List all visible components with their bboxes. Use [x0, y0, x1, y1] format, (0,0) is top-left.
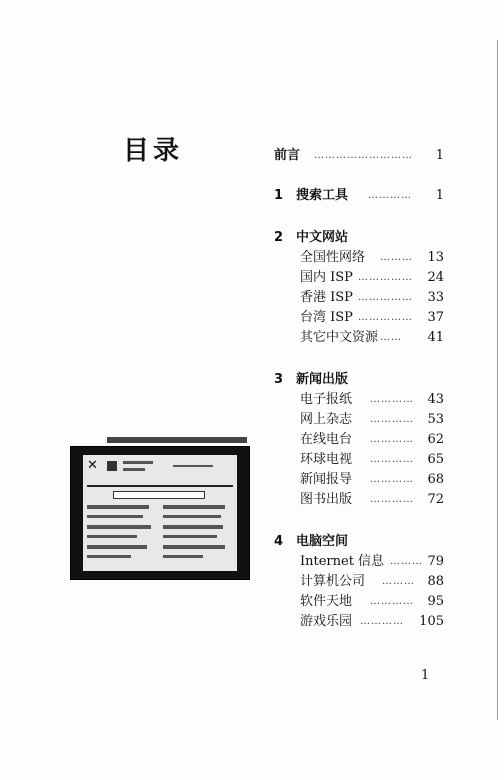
toc-leader-dots: ……………………… [314, 150, 413, 161]
toc-entry[interactable] [274, 228, 444, 248]
thumbnail-text-line [163, 505, 225, 509]
page-number: 1 [421, 668, 430, 683]
thumbnail-text-line [87, 505, 149, 509]
toc-entry-label: 新闻出版 [296, 372, 349, 387]
toc-leader-dots: ……… [390, 556, 423, 567]
toc-entry-label: 全国性网络 [300, 250, 366, 265]
thumbnail-text-line [123, 461, 153, 464]
toc-entry-label: Internet 信息 [300, 554, 385, 569]
toc-entry-page: 24 [427, 270, 444, 285]
thumbnail-page [83, 455, 237, 571]
toc-entry[interactable] [274, 186, 444, 206]
toc-leader-dots: ………… [370, 474, 414, 485]
toc-entry-label: 新闻报导 [300, 472, 353, 487]
toc-entry-label: 台湾 ISP [300, 310, 353, 325]
toc-entry[interactable] [274, 430, 444, 450]
thumbnail-text-line [163, 545, 225, 549]
thumbnail-text-line [163, 555, 203, 558]
thumbnail-text-line [87, 535, 137, 538]
toc-entry-page: 41 [427, 330, 444, 345]
toc-entry-page: 95 [427, 594, 444, 609]
thumbnail-text-line [87, 525, 151, 529]
toc-leader-dots: ……… [380, 252, 413, 263]
toc-entry-label: 电子报纸 [300, 392, 353, 407]
toc-entry-page: 105 [419, 614, 444, 629]
toc-entry[interactable] [274, 592, 444, 612]
toc-entry-page: 37 [427, 310, 444, 325]
toc-entry-label: 香港 ISP [300, 290, 353, 305]
toc-entry-label: 游戏乐园 [300, 614, 353, 629]
toc-entry[interactable] [274, 268, 444, 288]
toc-entry[interactable] [274, 248, 444, 268]
thumbnail-text-line [87, 555, 131, 558]
toc-entry-label: 电脑空间 [296, 534, 349, 549]
toc-entry[interactable] [274, 612, 444, 632]
toc-entry-label: 搜索工具 [296, 188, 349, 203]
toc-entry[interactable] [274, 308, 444, 328]
toc-leader-dots: …… [380, 332, 402, 343]
toc-leader-dots: …………… [358, 272, 413, 283]
toc-entry-page: 72 [427, 492, 444, 507]
page-edge-rule [497, 40, 498, 720]
toc-entry[interactable] [274, 370, 444, 390]
toc-leader-dots: ………… [370, 494, 414, 505]
thumbnail-text-line [87, 515, 143, 518]
toc-entry-label: 环球电视 [300, 452, 353, 467]
thumbnail-badge [107, 461, 117, 471]
toc-entry-label: 中文网站 [296, 230, 349, 245]
toc-leader-dots: ………… [370, 434, 414, 445]
toc-chapter-number: 4 [274, 534, 284, 549]
toc-entry-label: 国内 ISP [300, 270, 353, 285]
toc-entry-page: 33 [427, 290, 444, 305]
toc-entry-label: 在线电台 [300, 432, 353, 447]
toc-entry-page: 1 [435, 188, 444, 203]
toc-entry-page: 13 [427, 250, 444, 265]
toc-entry-label: 图书出版 [300, 492, 353, 507]
toc-entry-label: 计算机公司 [300, 574, 366, 589]
toc-chapter-number: 2 [274, 230, 284, 245]
toc-leader-dots: ………… [370, 454, 414, 465]
toc-entry-label: 软件天地 [300, 594, 353, 609]
thumbnail-text-line [123, 468, 145, 471]
thumbnail-text-line [163, 535, 217, 538]
toc-entry-page: 53 [427, 412, 444, 427]
toc-leader-dots: ………… [360, 616, 404, 627]
toc-entry[interactable] [274, 288, 444, 308]
toc-leader-dots: …………… [358, 312, 413, 323]
toc-entry[interactable] [274, 572, 444, 592]
toc-entry[interactable] [274, 390, 444, 410]
toc-entry[interactable] [274, 532, 444, 552]
toc-leader-dots: ………… [370, 414, 414, 425]
toc-leader-dots: ………… [370, 596, 414, 607]
toc-entry-page: 68 [427, 472, 444, 487]
toc-entry-page: 65 [427, 452, 444, 467]
thumbnail-text-line [163, 515, 221, 518]
toc-entry-page: 1 [435, 148, 444, 163]
toc-chapter-number: 1 [274, 188, 284, 203]
toc-entry-page: 62 [427, 432, 444, 447]
toc-entry[interactable] [274, 490, 444, 510]
thumbnail-text-line [163, 525, 223, 529]
toc-leader-dots: ………… [370, 394, 414, 405]
toc-entry[interactable] [274, 410, 444, 430]
toc-entry-page: 79 [427, 554, 444, 569]
toc-entry-label: 网上杂志 [300, 412, 353, 427]
website-screenshot-thumbnail [70, 446, 250, 580]
toc-leader-dots: ……… [382, 576, 415, 587]
thumbnail-search-box [113, 491, 205, 499]
toc-entry[interactable] [274, 328, 444, 348]
toc-entry[interactable] [274, 552, 444, 572]
toc-entry[interactable] [274, 470, 444, 490]
toc-leader-dots: …………… [358, 292, 413, 303]
toc-entry[interactable] [274, 146, 444, 166]
toc-entry[interactable] [274, 450, 444, 470]
page-title: 目录 [123, 136, 184, 166]
thumbnail-divider [87, 485, 233, 487]
toc-chapter-number: 3 [274, 372, 284, 387]
toc-entry-label: 前言 [274, 148, 301, 163]
toc-entry-page: 88 [427, 574, 444, 589]
toc-entry-page: 43 [427, 392, 444, 407]
site-logo-icon: ✕ [87, 458, 98, 473]
toc-entry-label: 其它中文资源 [300, 330, 379, 345]
toc-leader-dots: ………… [368, 190, 412, 201]
thumbnail-text-line [87, 545, 147, 549]
thumbnail-text-line [173, 465, 213, 467]
thumbnail-header-bar [107, 437, 247, 443]
